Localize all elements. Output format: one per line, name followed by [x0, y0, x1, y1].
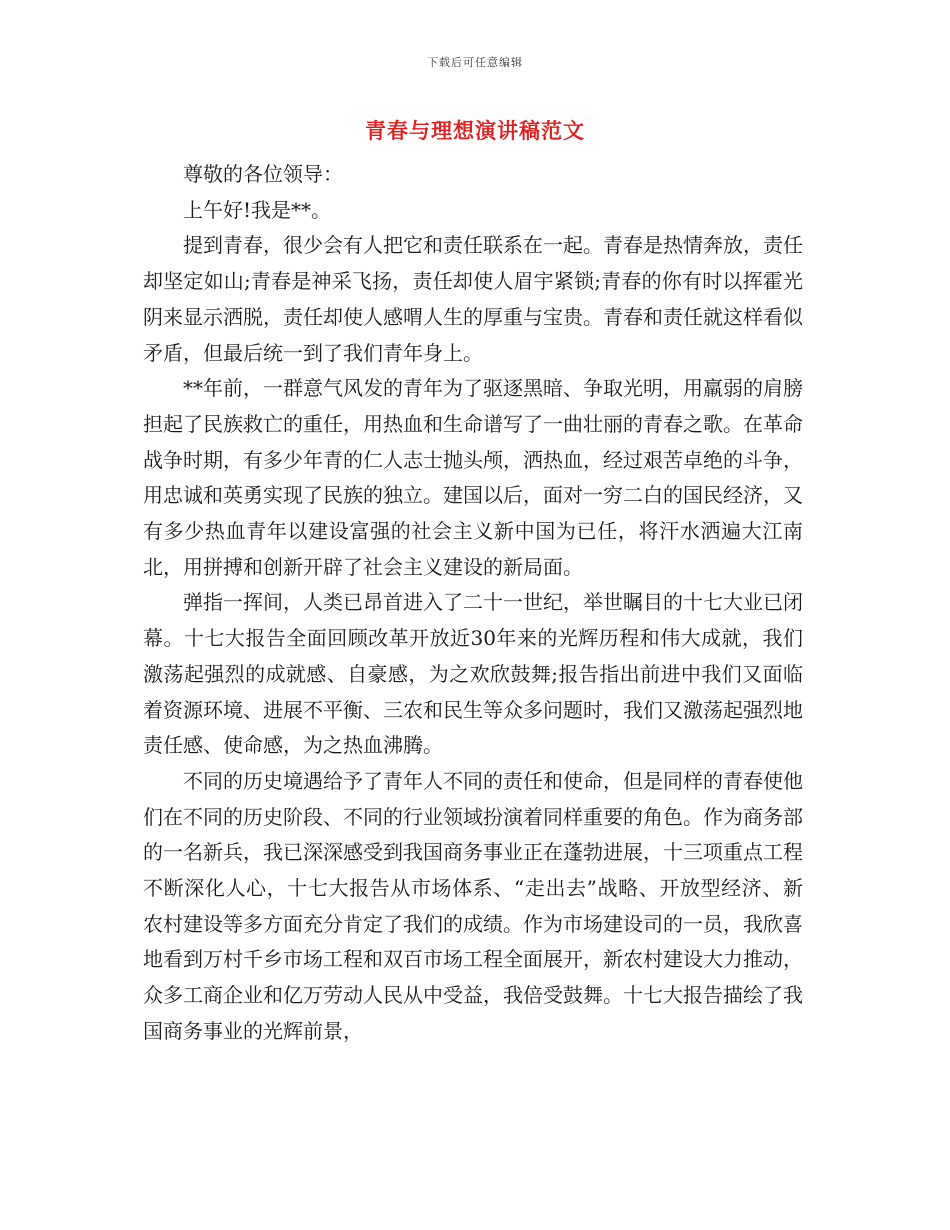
paragraph-salutation: 尊敬的各位领导：	[183, 162, 343, 186]
document-body	[143, 157, 803, 1050]
paragraph: 不同的历史境遇给予了青年人不同的责任和使命，但是同样的青春使他们在不同的历史阶段、不同的行业领域扮演着同样重要的角色。作为商务部的一名新兵，我已深深感受到我国商务事业正在蓬勃进展，十三项重点工程不断深化人心，十七大报告从市场体系、“走出去”战略、开放型经济、新农村建设等多方面充分肯定了我们的成绩。作为市场建设司的一员，我欣喜地看到万村千乡市场工程和双百市场工程全面展开，新农村建设大力推动，众多工商企业和亿万劳动人民从中受益，我倍受鼓舞。十七大报告描绘了我国商务事业的光辉前景，	[143, 768, 803, 1043]
paragraph: 弹指一挥间，人类已昂首进入了二十一世纪，举世瞩目的十七大业已闭幕。十七大报告全面回顾改革开放近30年来的光辉历程和伟大成就，我们激荡起强烈的成就感、自豪感，为之欢欣鼓舞;报告指出前进中我们又面临着资源环境、进展不平衡、三农和民生等众多问题时，我们又激荡起强烈地责任感、使命感，为之热血沸腾。	[143, 590, 803, 758]
paragraph-greeting: 上午好!我是**。	[183, 197, 332, 222]
document-title: 青春与理想演讲稿范文	[365, 118, 585, 143]
page-header-note: 下载后可任意编辑	[427, 56, 523, 69]
paragraph: 提到青春，很少会有人把它和责任联系在一起。青春是热情奔放，责任却坚定如山;青春是神采飞扬，责任却使人眉宇紧锁;青春的你有时以挥霍光阴来显示洒脱，责任却使人感喟人生的厚重与宝贵。青春和责任就这样看似矛盾，但最后统一到了我们青年身上。	[143, 233, 803, 365]
paragraph: **年前，一群意气风发的青年为了驱逐黑暗、争取光明，用羸弱的肩膀担起了民族救亡的重任，用热血和生命谱写了一曲壮丽的青春之歌。在革命战争时期，有多少年青的仁人志士抛头颅，洒热血，经过艰苦卓绝的斗争，用忠诚和英勇实现了民族的独立。建国以后，面对一穷二白的国民经济，又有多少热血青年以建设富强的社会主义新中国为已任，将汗水洒遍大江南北，用拼搏和创新开辟了社会主义建设的新局面。	[143, 376, 803, 579]
